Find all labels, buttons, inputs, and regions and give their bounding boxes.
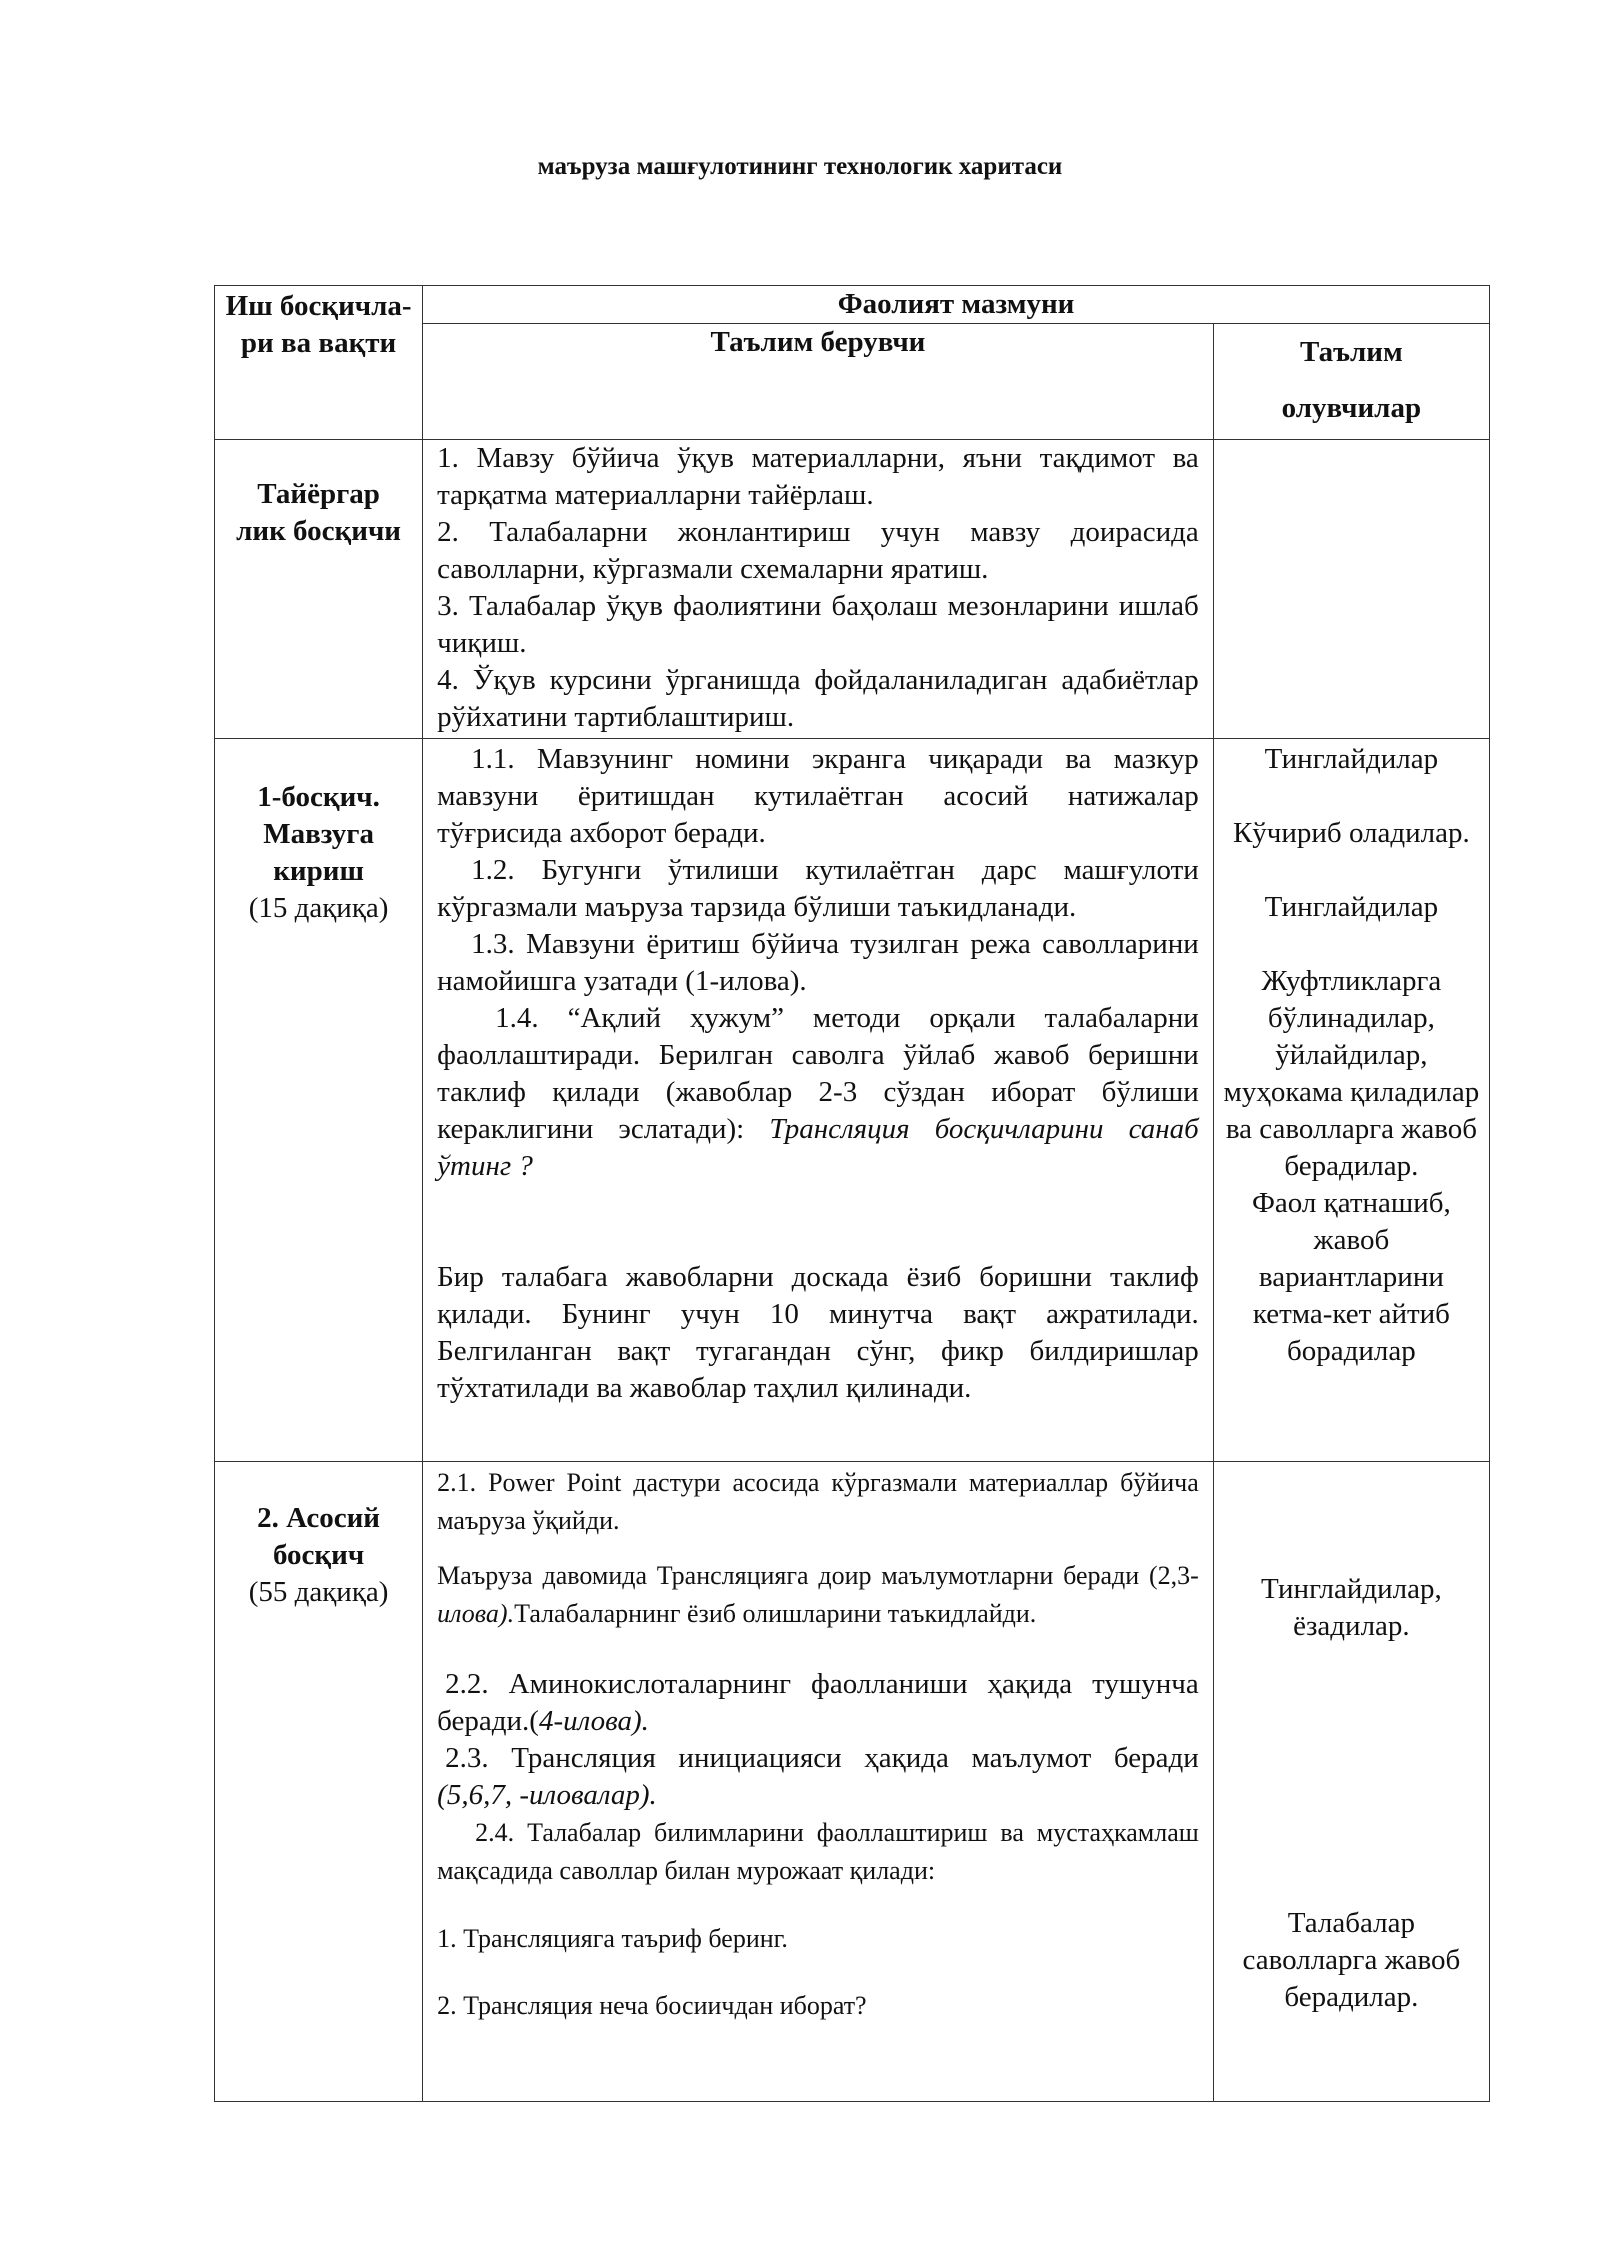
stage1-item-2: 1.2. Бугунги ўтилиши кутилаётган дарс машғулоти кўргазмали маъруза тарзида бўлиши таъкидланади. [437, 854, 1199, 923]
prep-stage-cell [215, 440, 423, 739]
stage2-teacher-cell [423, 1462, 1214, 2102]
technology-map-table [214, 285, 1490, 2102]
stage2-item-4-ref: (5,6,7, -иловалар). [437, 1779, 657, 1811]
stage2-item-5: 2.4. Талабалар билимларини фаоллаштириш ва мустаҳкамлаш мақсадида саволлар билан мурожаат қилади: [437, 1818, 1199, 1885]
header-activity-cell [423, 286, 1490, 324]
stage2-question-1: 1. Трансляцияга таъриф беринг. [437, 1924, 788, 1953]
header-students-label: Таълим олувчилар [1281, 336, 1422, 424]
header-stage-label: Иш босқичла-ри ва вақти [225, 290, 412, 359]
prep-students-cell [1213, 440, 1489, 739]
stage2-stage-label: 2. Асосий босқич [257, 1502, 381, 1571]
stage1-student-2: Кўчириб оладилар. [1232, 817, 1470, 849]
header-stage-cell [215, 286, 423, 440]
prep-item-1: 1. Мавзу бўйича ўқув материалларни, яъни тақдимот ва тарқатма материалларни тайёрлаш. [437, 442, 1199, 511]
header-students-cell [1213, 324, 1489, 440]
stage2-item-3-text: 2.2. Аминокислоталарнинг фаолланиши ҳақида тушунча беради.( [437, 1668, 1199, 1737]
stage1-item-5: Бир талабага жавобларни доскада ёзиб боришни таклиф қилади. Бунинг учун 10 минутча вақт ажратилади. Белгиланган вақт тугагандан сўнг, фикр билдиришлар тўхтатилади ва жавоблар таҳлил қилинади. [437, 1261, 1199, 1404]
stage2-item-3 [437, 1666, 1199, 1740]
stage2-stage-cell [215, 1462, 423, 2102]
stage1-teacher-cell [423, 739, 1214, 1462]
prep-item-2: 2. Талабаларни жонлантириш учун мавзу доирасида саволларни, кўргазмали схемаларни яратиш. [437, 516, 1199, 585]
prep-item-3: 3. Талабалар ўқув фаолиятини баҳолаш мезонларини ишлаб чиқиш. [437, 590, 1199, 659]
stage1-item-4 [437, 1000, 1199, 1185]
prep-teacher-cell [423, 440, 1214, 739]
stage1-student-3: Тинглайдилар [1264, 891, 1439, 923]
stage2-student-1: Тинглайдилар, ёзадилар. [1261, 1573, 1442, 1642]
stage1-item-1: 1.1. Мавзунинг номини экранга чиқаради ва мазкур мавзуни ёритишдан кутилаётган асосий натижалар тўғрисида ахборот беради. [437, 743, 1199, 849]
stage1-student-1: Тинглайдилар [1264, 743, 1439, 775]
stage1-stage-cell [215, 739, 423, 1462]
stage2-item-2-ref: илова). [437, 1599, 515, 1628]
stage2-item-2 [437, 1557, 1199, 1633]
prep-item-4: 4. Ўқув курсини ўрганишда фойдаланиладиган адабиётлар рўйхатини тартиблаштириш. [437, 664, 1199, 733]
stage2-item-2-end: Талабаларнинг ёзиб олишларини таъкидлайди. [514, 1599, 1037, 1628]
stage1-student-4: Жуфтликларга бўлинадилар, ўйлайдилар, муҳокама қиладилар ва саволларга жавоб берадилар. [1223, 965, 1480, 1182]
stage2-stage-time: (55 дақиқа) [248, 1576, 389, 1608]
stage2-students-cell [1213, 1462, 1489, 2102]
header-activity-label: Фаолият мазмуни [837, 288, 1075, 320]
page-title: маъруза машғулотининг технологик харитаси [537, 153, 1063, 180]
stage1-item-4-text: 1.4. “Ақлий ҳужум” методи орқали талабаларни фаоллаштиради. Берилган саволга ўйлаб жавоб беришни таклиф қилади (жавоблар 2-3 сўздан иборат бўлиши кераклигини эслатади): [437, 1002, 1199, 1145]
stage1-stage-label: 1-босқич. Мавзуга кириш [257, 781, 380, 887]
header-teacher-label: Таълим берувчи [710, 326, 926, 358]
stage1-students-cell [1213, 739, 1489, 1462]
stage1-stage-time: (15 дақиқа) [248, 892, 389, 924]
stage2-item-2-text: Маъруза давомида Трансляцияга доир маълумотларни беради (2,3- [437, 1561, 1199, 1590]
stage1-student-5: Фаол қатнашиб, жавоб вариантларини кетма-кет айтиб борадилар [1252, 1187, 1451, 1367]
stage2-item-4-text: 2.3. Трансляция инициацияси ҳақида маълумот беради [445, 1742, 1199, 1774]
stage1-item-3: 1.3. Мавзуни ёритиш бўйича тузилган режа саволларини намойишга узатади (1-илова). [437, 928, 1199, 997]
prep-stage-label: Тайёргар лик босқичи [236, 478, 402, 547]
stage2-item-3-ref: 4-илова). [538, 1705, 649, 1737]
header-teacher-cell [423, 324, 1214, 440]
stage2-student-2: Талабалар саволларга жавоб берадилар. [1242, 1907, 1461, 2013]
stage2-item-1: 2.1. Power Point дастури асосида кўргазмали материаллар бўйича маъруза ўқийди. [437, 1468, 1199, 1535]
stage2-question-2: 2. Трансляция неча босиичдан иборат? [437, 1991, 867, 2020]
stage1-item-4-question: Трансляция босқичларини санаб ўтинг ? [437, 1113, 1199, 1182]
stage2-item-4 [437, 1740, 1199, 1814]
